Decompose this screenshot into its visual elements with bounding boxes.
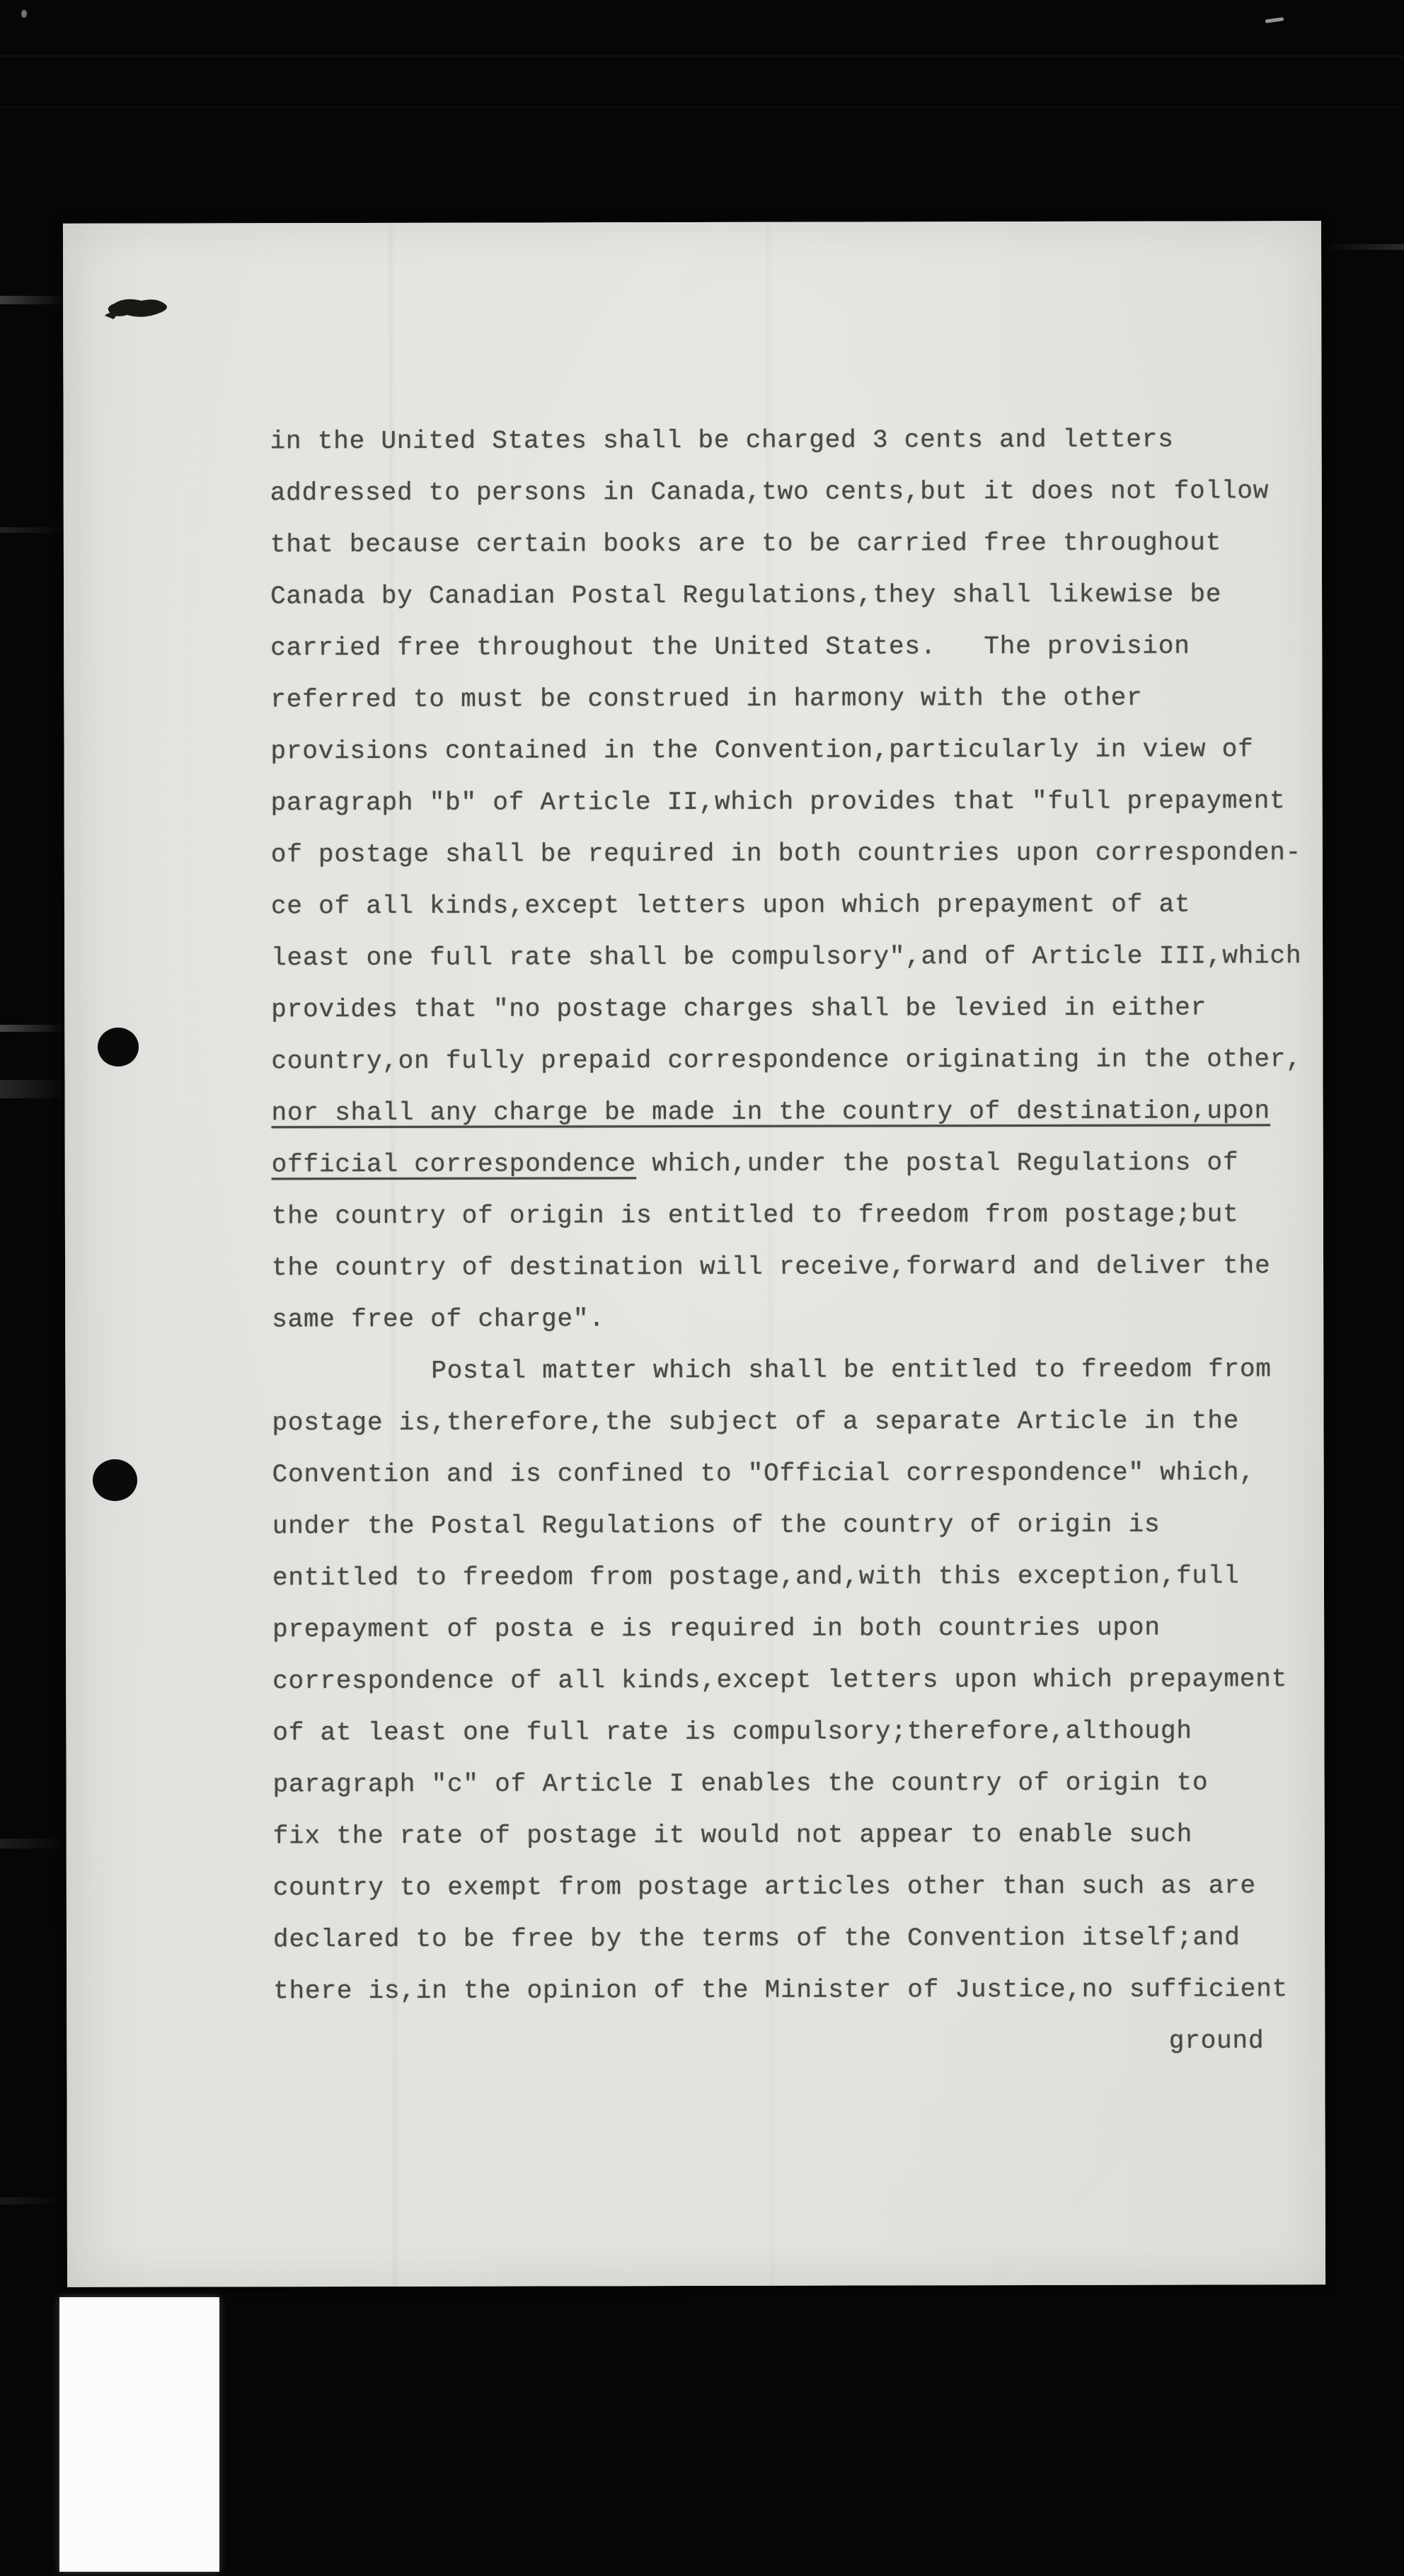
text-segment: provisions contained in the Convention,particularly in view of	[270, 735, 1254, 766]
document-line	[273, 1963, 1313, 2017]
text-segment: least one full rate shall be compulsory",and of Article III,which	[271, 941, 1302, 973]
text-segment: entitled to freedom from postage,and,with this exception,full	[272, 1561, 1240, 1593]
scan-streak	[0, 2197, 64, 2204]
underlined-text: nor shall any charge be made in the country of destination,upon	[271, 1096, 1271, 1128]
film-label	[59, 2297, 219, 2572]
text-segment: country,on fully prepaid correspondence originating in the other,	[271, 1045, 1302, 1076]
typewritten-text-block	[270, 413, 1314, 2069]
punch-hole-top	[98, 1028, 139, 1066]
document-line	[272, 1498, 1313, 1552]
punch-hole-bottom	[93, 1459, 137, 1501]
text-segment: prepayment of posta e is required in both countries upon	[272, 1613, 1161, 1645]
text-segment: that because certain books are to be carried free throughout	[270, 528, 1222, 560]
document-line	[272, 1085, 1312, 1139]
document-line	[270, 517, 1311, 570]
document-line	[270, 723, 1311, 777]
document-page	[63, 221, 1325, 2287]
document-line	[272, 1292, 1312, 1345]
text-segment: there is,in the opinion of the Minister of Justice,no sufficient	[273, 1974, 1289, 2006]
scan-streak	[0, 1839, 65, 1848]
document-line	[271, 982, 1311, 1035]
document-line	[273, 1860, 1313, 1914]
document-line	[273, 2015, 1313, 2069]
text-segment: correspondence of all kinds,except letters upon which prepayment	[272, 1664, 1288, 1696]
scan-streak	[0, 527, 64, 533]
document-line	[272, 1447, 1313, 1500]
text-segment: postage is,therefore,the subject of a separate Article in the	[272, 1406, 1240, 1438]
text-segment: same free of charge".	[272, 1304, 605, 1335]
document-line	[270, 465, 1311, 519]
document-line	[271, 878, 1311, 932]
text-segment: carried free throughout the United States. The provision	[270, 631, 1190, 663]
text-segment: of at least one full rate is compulsory;therefore,although	[272, 1716, 1192, 1748]
text-segment: ce of all kinds,except letters upon which prepayment of at	[270, 890, 1191, 921]
text-segment: provides that "no postage charges shall be levied in either	[271, 993, 1207, 1025]
document-line	[272, 1705, 1313, 1759]
text-segment: Convention and is confined to "Official correspondence" which,	[272, 1458, 1255, 1490]
scan-streak	[0, 1080, 65, 1098]
text-segment: referred to must be construed in harmony with the other	[270, 683, 1143, 715]
text-segment: paragraph "c" of Article I enables the country of origin to	[272, 1768, 1209, 1800]
text-segment: the country of destination will receive,forward and deliver the	[271, 1251, 1271, 1283]
scan-streak	[0, 296, 67, 304]
text-segment: paragraph "b" of Article II,which provides that "full prepayment	[270, 786, 1286, 818]
document-line	[271, 930, 1311, 984]
document-line	[273, 1911, 1313, 1965]
scan-streak	[1323, 244, 1404, 250]
document-line	[272, 1240, 1312, 1294]
document-line	[271, 1033, 1311, 1087]
document-line	[272, 1653, 1313, 1707]
scan-streak	[0, 55, 1404, 57]
text-segment: Canada by Canadian Postal Regulations,they shall likewise be	[270, 580, 1222, 611]
document-line	[272, 1137, 1312, 1190]
document-line	[271, 775, 1311, 829]
text-segment: which,under the postal Regulations of	[635, 1148, 1239, 1179]
text-segment: Postal matter which shall be entitled to freedom from	[431, 1355, 1272, 1386]
document-line	[272, 1188, 1312, 1242]
text-segment: the country of origin is entitled to freedom from postage;but	[271, 1200, 1239, 1231]
ink-smudge-icon	[103, 293, 171, 323]
film-scratch-mark	[1265, 17, 1284, 23]
text-segment: declared to be free by the terms of the Convention itself;and	[272, 1923, 1241, 1955]
document-line	[272, 1343, 1312, 1397]
document-line	[270, 413, 1311, 467]
text-segment: addressed to persons in Canada,two cents,but it does not follow	[270, 476, 1270, 508]
document-line	[272, 1756, 1313, 1810]
document-line	[272, 1550, 1313, 1604]
text-segment: under the Postal Regulations of the country of origin is	[272, 1510, 1161, 1541]
text-segment: of postage shall be required in both countries upon corresponden-	[270, 838, 1302, 870]
document-line	[272, 1602, 1313, 1655]
document-line	[270, 620, 1311, 674]
document-line	[273, 1808, 1313, 1862]
scan-streak	[0, 106, 1404, 108]
document-line	[272, 1395, 1312, 1449]
film-speck	[21, 10, 27, 18]
text-segment: in the United States shall be charged 3 cents and letters	[270, 425, 1174, 456]
underlined-text: official correspondence	[271, 1149, 637, 1180]
document-line	[270, 568, 1311, 622]
scan-streak	[0, 1025, 65, 1032]
document-line	[271, 827, 1311, 880]
text-segment: ground	[1168, 2026, 1265, 2056]
text-segment: country to exempt from postage articles other than such as are	[272, 1871, 1256, 1903]
document-line	[270, 672, 1311, 725]
text-segment: fix the rate of postage it would not appear to enable such	[272, 1819, 1193, 1851]
